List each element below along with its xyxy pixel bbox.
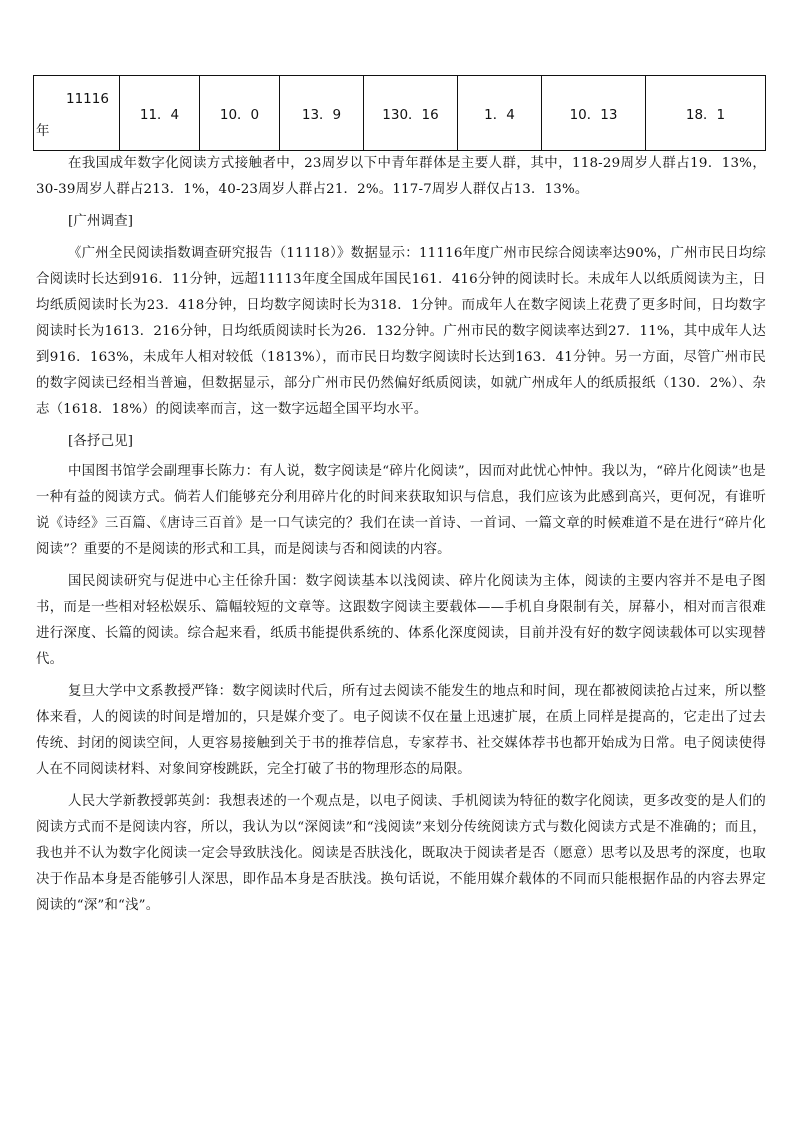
year-cell <box>34 76 120 151</box>
paragraph-chen-li: 中国图书馆学会副理事长陈力：有人说，数字阅读是“碎片化阅读”，因而对此忧心忡忡。我以为，“碎片化阅读”也是一种有益的阅读方式。倘若人们能够充分利用碎片化的时间来获取知识与信息，我们应该为此感到高兴，更何况，有谁听说《诗经》三百篇、《唐诗三百首》是一口气读完的？我们在读一首诗、一首词、一篇文章的时候难道不是在进行“碎片化阅读”？重要的不是阅读的形式和工具，而是阅读与否和阅读的内容。 <box>36 464 766 557</box>
section-heading-guangzhou: [广州调查] <box>68 214 134 229</box>
table-cell: 11．4 <box>120 76 200 151</box>
paragraph-xu-shengguo: 国民阅读研究与促进中心主任徐升国：数字阅读基本以浅阅读、碎片化阅读为主体，阅读的主要内容并不是电子图书，而是一些相对轻松娱乐、篇幅较短的文章等。这跟数字阅读主要载体——手机自身限制有关，屏幕小，相对而言很难进行深度、长篇的阅读。综合起来看，纸质书能提供系统的、体系化深度阅读，目前并没有好的数字阅读载体可以实现替代。 <box>36 574 766 667</box>
section-heading-opinions: [各抒己见] <box>68 434 134 449</box>
paragraph-yan-feng: 复旦大学中文系教授严锋：数字阅读时代后，所有过去阅读不能发生的地点和时间，现在都被阅读抢占过来，所以整体来看，人的阅读的时间是增加的，只是媒介变了。电子阅读不仅在量上迅速扩展，在质上同样是提高的，它走出了过去传统、封闭的阅读空间，人更容易接触到关于书的推荐信息，专家荐书、社交媒体荐书也都开始成为日常。电子阅读使得人在不同阅读材料、对象间穿梭跳跃，完全打破了书的物理形态的局限。 <box>36 684 766 777</box>
table-cell: 13．9 <box>280 76 364 151</box>
table-cell: 10．0 <box>200 76 280 151</box>
table-cell: 130．16 <box>364 76 458 151</box>
body-text <box>36 151 766 919</box>
statistics-table <box>33 75 766 151</box>
table-cell: 10．13 <box>542 76 646 151</box>
year-number: 11116 <box>66 91 109 107</box>
year-unit: 年 <box>36 123 50 139</box>
paragraph-age-groups: 在我国成年数字化阅读方式接触者中，23周岁以下中青年群体是主要人群，其中，118-29周岁人群占19．13%，30-39周岁人群占213．1%，40-23周岁人群占21．2%。117-7周岁人群仅占13．13%。 <box>36 156 766 197</box>
table-cell: 1．4 <box>458 76 542 151</box>
paragraph-guangzhou-report: 《广州全民阅读指数调查研究报告（11118）》数据显示：11116年度广州市民综合阅读率达90%，广州市民日均综合阅读时长达到916．11分钟，远超11113年度全国成年国民161．416分钟的阅读时长。未成年人以纸质阅读为主，日均纸质阅读时长为23．418分钟，日均数字阅读时长为318．1分钟。而成年人在数字阅读上花费了更多时间，日均数字阅读时长为1613．216分钟，日均纸质阅读时长为26．132分钟。广州市民的数字阅读率达到27．11%，其中成年人达到916．163%，未成年人相对较低（1813%），而市民日均数字阅读时长达到163．41分钟。另一方面，尽管广州市民的数字阅读已经相当普遍，但数据显示，部分广州市民仍然偏好纸质阅读，如就广州成年人的纸质报纸（130．2%）、杂志（1618．18%）的阅读率而言，这一数字远超全国平均水平。 <box>36 246 766 417</box>
table-cell: 18．1 <box>646 76 766 151</box>
table-row <box>34 76 766 151</box>
paragraph-guo-yingjian: 人民大学新教授郭英剑：我想表述的一个观点是，以电子阅读、手机阅读为特征的数字化阅读，更多改变的是人们的阅读方式而不是阅读内容，所以，我认为以“深阅读”和“浅阅读”来划分传统阅读方式与数化阅读方式是不准确的；而且，我也并不认为数字化阅读一定会导致肤浅化。阅读是否肤浅化，既取决于阅读者是否（愿意）思考以及思考的深度，也取决于作品本身是否能够引人深思，即作品本身是否肤浅。换句话说，不能用媒介载体的不同而只能根据作品的内容去界定阅读的“深”和“浅”。 <box>36 794 766 913</box>
